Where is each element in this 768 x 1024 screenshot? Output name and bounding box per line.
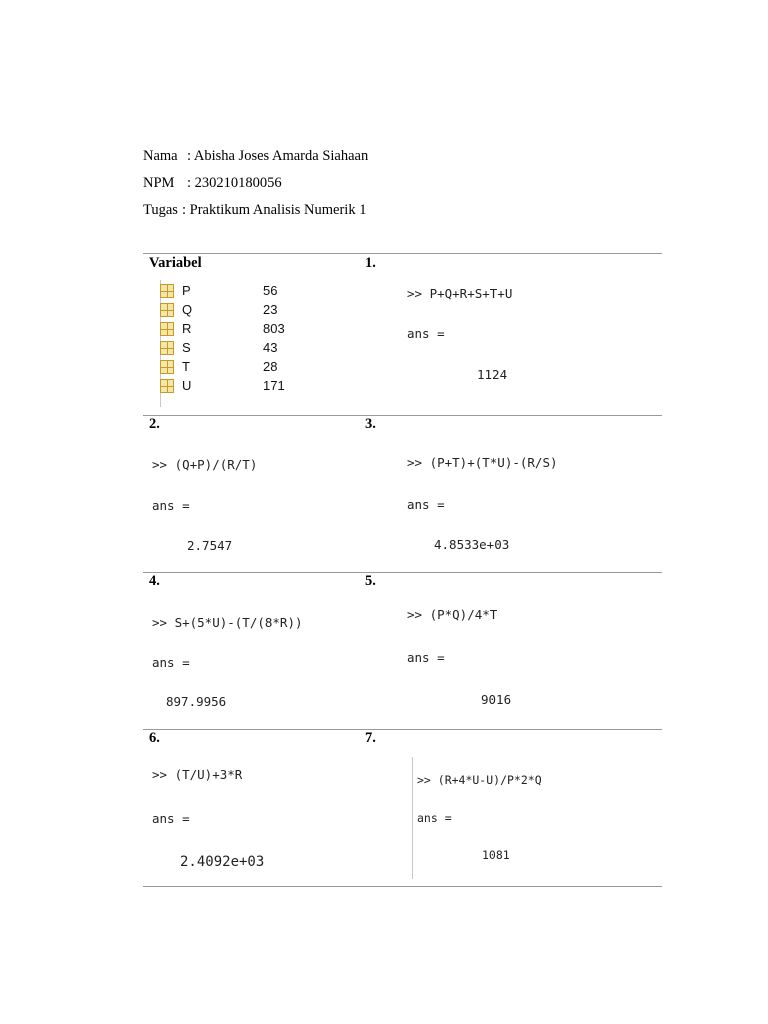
variable-value: 56 bbox=[263, 283, 278, 298]
problem-4-ans-label: ans = bbox=[152, 655, 190, 670]
problem-5-command: >> (P*Q)/4*T bbox=[407, 607, 498, 622]
problem-5-result: 9016 bbox=[481, 692, 512, 707]
matrix-variable-icon bbox=[160, 322, 174, 336]
variable-name: Q bbox=[182, 302, 193, 317]
table-divider bbox=[143, 415, 662, 416]
matrix-variable-icon bbox=[160, 341, 174, 355]
workspace-variable-list bbox=[143, 282, 343, 402]
problem-2-command: >> (Q+P)/(R/T) bbox=[152, 457, 258, 472]
problem-6-result: 2.4092e+03 bbox=[180, 854, 265, 870]
problem-3-ans-label: ans = bbox=[407, 497, 445, 512]
problem-1-result: 1124 bbox=[477, 367, 508, 382]
screenshot-border bbox=[412, 757, 413, 879]
problem-6-number: 6. bbox=[149, 730, 160, 746]
problem-3-number: 3. bbox=[365, 416, 376, 432]
problem-7-ans-label: ans = bbox=[417, 811, 452, 825]
variable-value: 803 bbox=[263, 321, 285, 336]
problem-1-command: >> P+Q+R+S+T+U bbox=[407, 286, 513, 301]
problem-4-result: 897.9956 bbox=[166, 694, 227, 709]
variables-heading: Variabel bbox=[149, 255, 202, 271]
variable-name: T bbox=[182, 359, 190, 374]
table-divider bbox=[143, 253, 662, 254]
problem-3-result: 4.8533e+03 bbox=[434, 537, 510, 552]
problem-7-number: 7. bbox=[365, 730, 376, 746]
matrix-variable-icon bbox=[160, 379, 174, 393]
variable-value: 43 bbox=[263, 340, 278, 355]
problem-2-ans-label: ans = bbox=[152, 498, 190, 513]
problem-7-result: 1081 bbox=[482, 848, 510, 862]
variable-value: 28 bbox=[263, 359, 278, 374]
variable-value: 171 bbox=[263, 378, 285, 393]
name-value: : Abisha Joses Amarda Siahaan bbox=[187, 148, 369, 164]
variable-value: 23 bbox=[263, 302, 278, 317]
matrix-variable-icon bbox=[160, 360, 174, 374]
problem-6-ans-label: ans = bbox=[152, 811, 190, 826]
matrix-variable-icon bbox=[160, 284, 174, 298]
variable-name: S bbox=[182, 340, 191, 355]
assignment-value: : Praktikum Analisis Numerik 1 bbox=[182, 202, 367, 218]
problem-6-command: >> (T/U)+3*R bbox=[152, 767, 243, 782]
npm-label: NPM bbox=[143, 175, 175, 191]
npm-value: : 230210180056 bbox=[187, 175, 282, 191]
assignment-label: Tugas bbox=[143, 202, 178, 218]
problem-1-number: 1. bbox=[365, 255, 376, 271]
problem-5-number: 5. bbox=[365, 573, 376, 589]
problem-3-command: >> (P+T)+(T*U)-(R/S) bbox=[407, 455, 558, 470]
problem-2-number: 2. bbox=[149, 416, 160, 432]
matrix-variable-icon bbox=[160, 303, 174, 317]
variable-name: R bbox=[182, 321, 192, 336]
name-line bbox=[143, 147, 368, 165]
problem-1-ans-label: ans = bbox=[407, 326, 445, 341]
table-divider bbox=[143, 886, 662, 887]
table-divider bbox=[143, 729, 662, 730]
npm-line bbox=[143, 174, 282, 192]
problem-4-number: 4. bbox=[149, 573, 160, 589]
variable-name: P bbox=[182, 283, 191, 298]
problem-2-result: 2.7547 bbox=[187, 538, 233, 553]
variable-name: U bbox=[182, 378, 192, 393]
problem-4-command: >> S+(5*U)-(T/(8*R)) bbox=[152, 615, 303, 630]
assignment-line bbox=[143, 201, 366, 219]
table-divider bbox=[143, 572, 662, 573]
name-label: Nama bbox=[143, 148, 178, 164]
problem-5-ans-label: ans = bbox=[407, 650, 445, 665]
problem-7-command: >> (R+4*U-U)/P*2*Q bbox=[417, 773, 542, 787]
